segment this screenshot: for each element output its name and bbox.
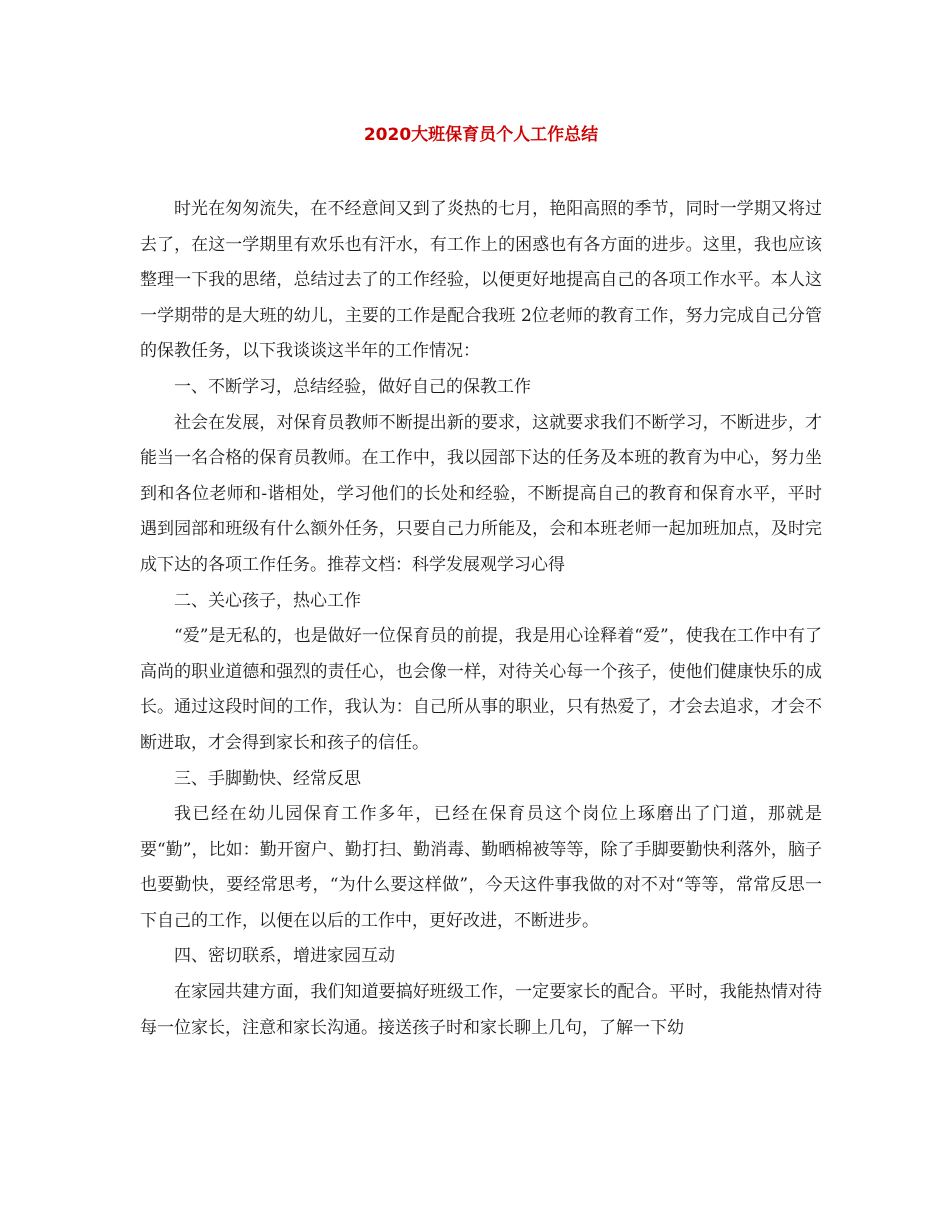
- document-page: [140, 118, 822, 1046]
- section-heading-2: 二、关心孩子，热心工作: [174, 590, 361, 611]
- section-heading-1: 一、不断学习，总结经验，做好自己的保教工作: [174, 376, 531, 397]
- intro-paragraph: 时光在匆匆流失，在不经意间又到了炎热的七月，艳阳高照的季节，同时一学期又将过去了，在这一学期里有欢乐也有汗水，有工作上的困惑也有各方面的进步。这里，我也应该整理一下我的思绪，总结过去了的工作经验，以便更好地提高自己的各项工作水平。本人这一学期带的是大班的幼儿，主要的工作是配合我班 2位老师的教育工作，努力完成自己分管的保教任务，以下我谈谈这半年的工作情况：: [140, 199, 822, 362]
- section-body-1: 社会在发展，对保育员教师不断提出新的要求，这就要求我们不断学习，不断进步，才能当一名合格的保育员教师。在工作中，我以园部下达的任务及本班的教育为中心，努力坐到和各位老师和-谐相处，学习他们的长处和经验，不断提高自己的教育和保育水平，平时遇到园部和班级有什么额外任务，只要自己力所能及，会和本班老师一起加班加点，及时完成下达的各项工作任务。推荐文档：科学发展观学习心得: [140, 412, 822, 575]
- section-heading-3: 三、手脚勤快、经常反思: [174, 768, 361, 789]
- document-title: 2020大班保育员个人工作总结: [363, 125, 599, 145]
- section-body-4: 在家园共建方面，我们知道要搞好班级工作，一定要家长的配合。平时，我能热情对待每一位家长，注意和家长沟通。接送孩子时和家长聊上几句，了解一下幼: [140, 982, 822, 1038]
- section-body-3: 我已经在幼儿园保育工作多年，已经在保育员这个岗位上琢磨出了门道，那就是要“勤”，比如：勤开窗户、勤打扫、勤消毒、勤晒棉被等等，除了手脚要勤快利落外，脑子也要勤快，要经常思考，“为什么要这样做”，今天这件事我做的对不对“等等，常常反思一下自己的工作，以便在以后的工作中，更好改进，不断进步。: [140, 804, 822, 931]
- section-heading-4: 四、密切联系，增进家园互动: [174, 946, 395, 967]
- section-body-2: “爱”是无私的，也是做好一位保育员的前提，我是用心诠释着“爱”，使我在工作中有了高尚的职业道德和强烈的责任心，也会像一样，对待关心每一个孩子，使他们健康快乐的成长。通过这段时间的工作，我认为：自己所从事的职业，只有热爱了，才会去追求，才会不断进取，才会得到家长和孩子的信任。: [140, 626, 822, 753]
